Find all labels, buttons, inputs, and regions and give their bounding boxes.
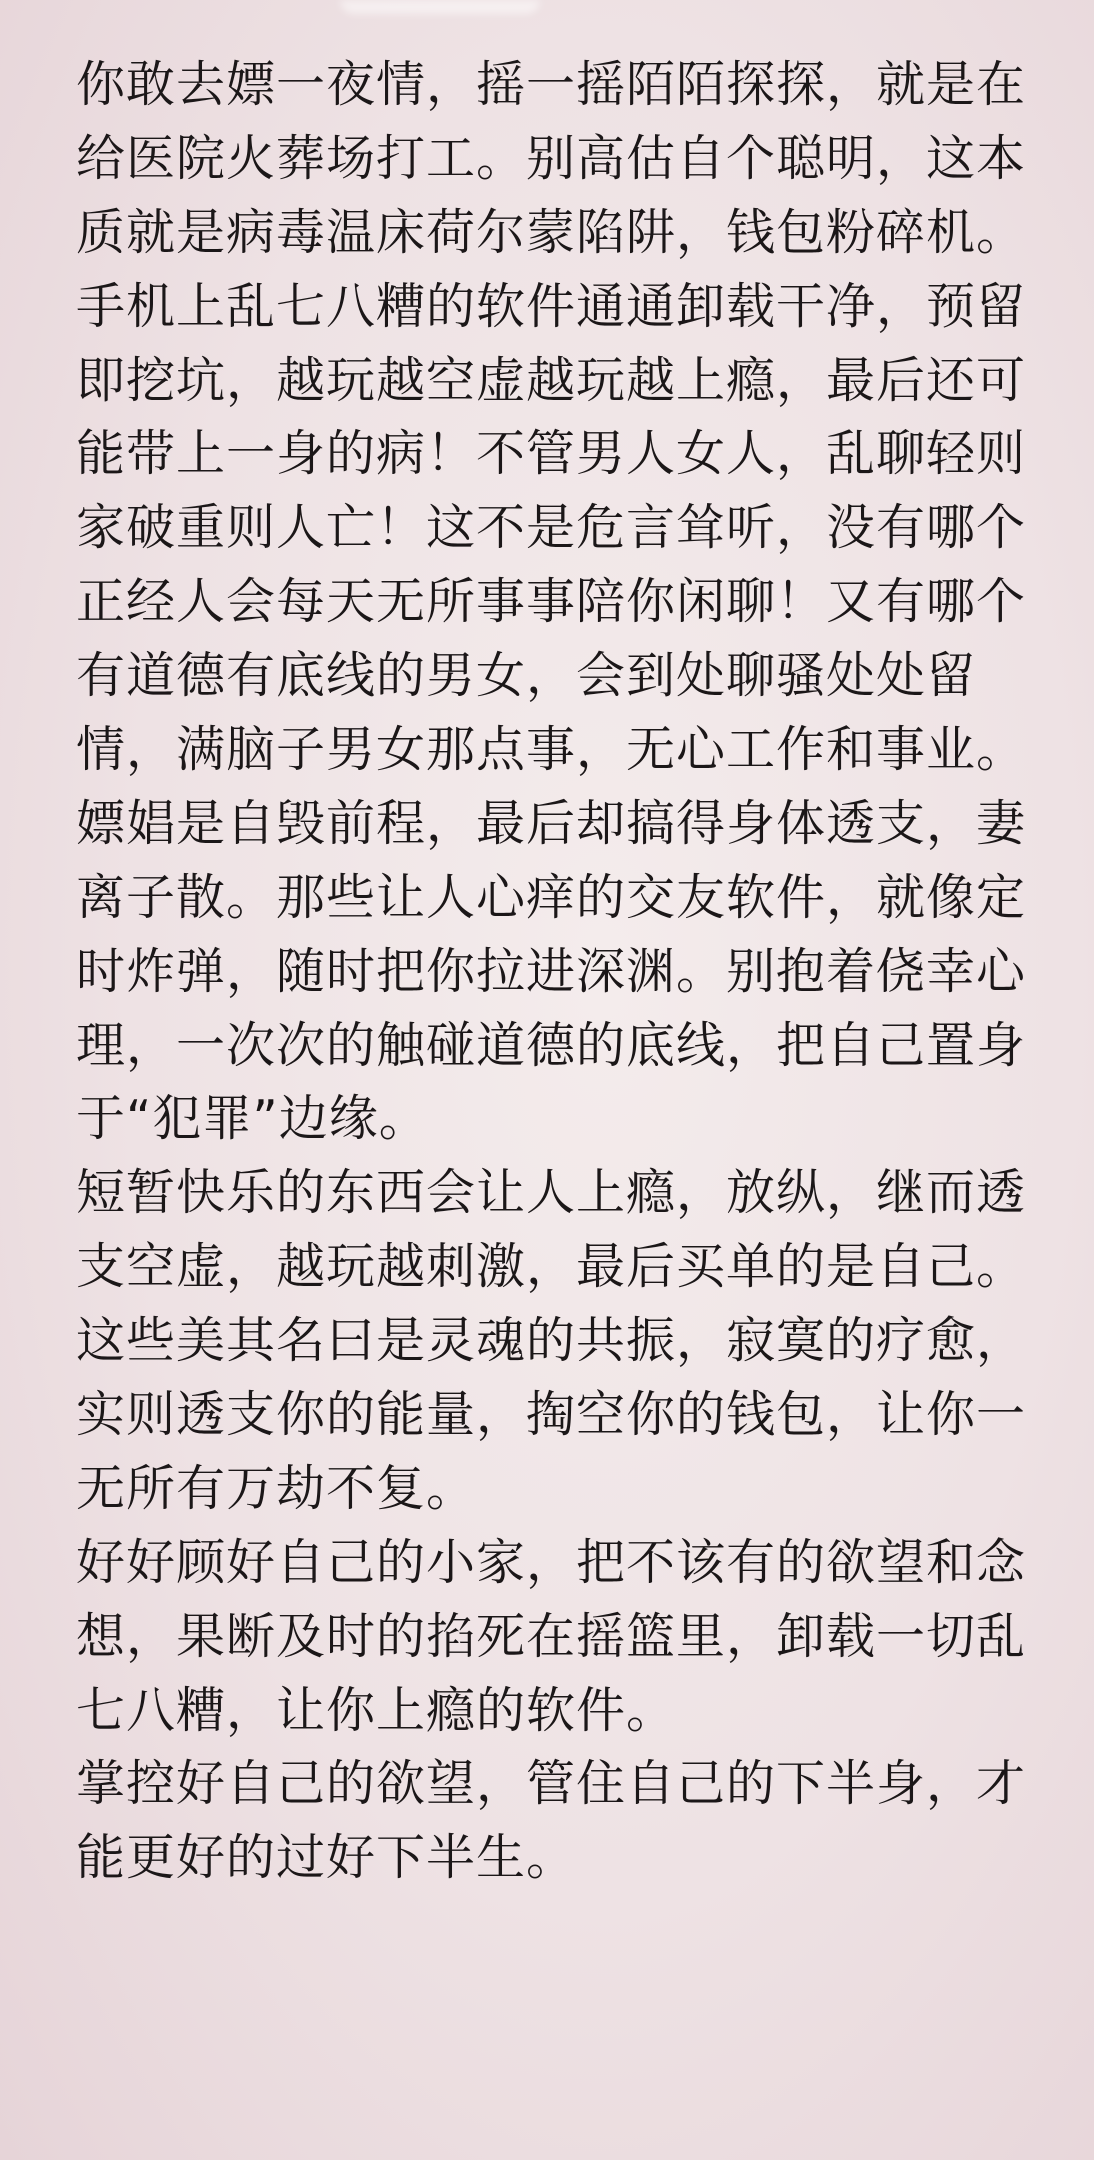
text-line: 手机上乱七八糟的软件通通卸载干净，预留 <box>76 277 1027 335</box>
text-line: 理，一次次的触碰道德的底线，把自己置身 <box>76 1016 1027 1074</box>
text-line: 这些美其名曰是灵魂的共振，寂寞的疗愈， <box>76 1312 1027 1370</box>
text-line: 情，满脑子男女那点事，无心工作和事业。 <box>76 721 1027 779</box>
text-line: 嫖娼是自毁前程，最后却搞得身体透支，妻 <box>76 794 1027 852</box>
text-line: 时炸弹，随时把你拉进深渊。别抱着侥幸心 <box>76 942 1027 1000</box>
text-line: 有道德有底线的男女，会到处聊骚处处留 <box>76 647 977 705</box>
text-line: 短暂快乐的东西会让人上瘾，放纵，继而透 <box>76 1164 1027 1222</box>
text-line: 实则透支你的能量，掏空你的钱包，让你一 <box>76 1386 1027 1444</box>
text-line: 你敢去嫖一夜情，摇一摇陌陌探探，就是在 <box>76 56 1027 113</box>
text-line: 给医院火葬场打工。别高估自个聪明，这本 <box>76 129 1027 187</box>
text-line: 掌控好自己的欲望，管住自己的下半身，才 <box>76 1755 1027 1813</box>
text-line: 家破重则人亡！这不是危言耸听，没有哪个 <box>76 499 1027 557</box>
text-line: 离子散。那些让人心痒的交友软件，就像定 <box>76 868 1027 926</box>
text-line: 能更好的过好下半生。 <box>76 1829 577 1887</box>
text-line: 好好顾好自己的小家，把不该有的欲望和念 <box>76 1533 1027 1591</box>
text-line: 七八糟，让你上瘾的软件。 <box>76 1681 677 1739</box>
text-line: 质就是病毒温床荷尔蒙陷阱，钱包粉碎机。 <box>76 203 1027 261</box>
text-line: 支空虚，越玩越刺激，最后买单的是自己。 <box>76 1238 1027 1296</box>
top-highlight <box>340 0 540 14</box>
text-line: 正经人会每天无所事事陪你闲聊！又有哪个 <box>76 573 1027 631</box>
text-line: 能带上一身的病！不管男人女人，乱聊轻则 <box>76 425 1027 483</box>
text-line: 想，果断及时的掐死在摇篮里，卸载一切乱 <box>76 1607 1027 1665</box>
text-line: 于“犯罪”边缘。 <box>76 1090 429 1148</box>
text-line: 无所有万劫不复。 <box>76 1459 477 1517</box>
text-line: 即挖坑，越玩越空虚越玩越上瘾，最后还可 <box>76 351 1027 409</box>
document-body <box>76 48 1036 1895</box>
